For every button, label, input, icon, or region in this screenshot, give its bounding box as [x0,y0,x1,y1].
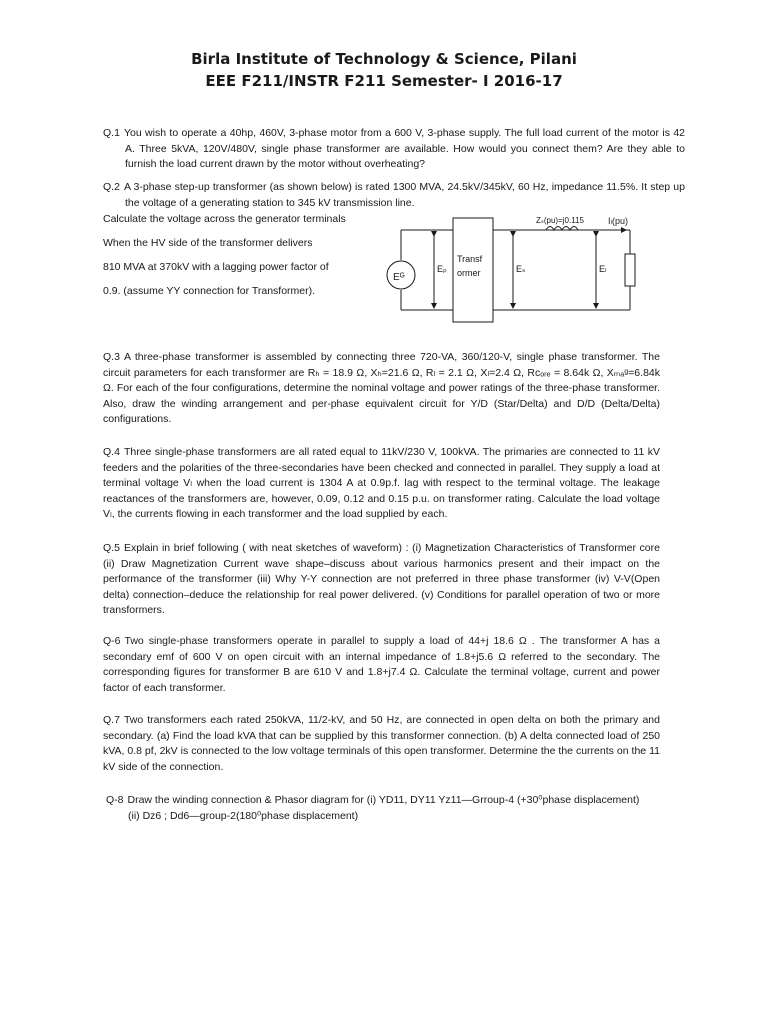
question-8-line1 [106,793,666,809]
question-1-text: You wish to operate a 40hp, 460V, 3-phase motor from a 600 V, 3-phase supply. The full load current of the motor is 42 A. Three 5kVA, 120V/480V, single phase transformer are available. How would you connect them? Are they able to furnish the load current drawn by the motor without overheating? [123,127,685,171]
impedance-label: Zₛ(pu)=j0.115 [536,216,584,225]
impedance-coil [546,227,578,231]
question-2-side-line: 810 MVA at 370kV with a lagging power factor of [103,261,329,273]
question-2-side-line: 0.9. (assume YY connection for Transformer). [103,285,316,297]
load-resistor [625,254,635,286]
question-3 [103,350,660,428]
question-6-text: Two single-phase transformers operate in parallel to supply a load of 44+j 18.6 Ω . The transformer A has a secondary emf of 600 V on open circuit with an internal impedance of 1.8+j5.6 Ω referred to the secondary. The corresponding figures for transformer B are 610 V and 1.8+j7.4 Ω. Calculate the terminal voltage, current and power factor of each transformer. [103,635,660,694]
question-5-number: Q.5 [103,542,120,554]
transformer-circuit-diagram [368,210,660,326]
header-course: EEE F211/INSTR F211 Semester- I 2016-17 [205,72,563,90]
header-institute: Birla Institute of Technology & Science, Pilani [191,50,577,68]
question-2-side-line: When the HV side of the transformer delivers [103,237,313,249]
question-4-number: Q.4 [103,446,120,458]
question-8-number: Q-8 [106,794,124,806]
question-6 [103,634,660,696]
question-2-number: Q.2 [103,181,120,193]
question-7 [103,713,660,775]
transformer-box-line2: ormer [457,268,481,278]
question-7-text: Two transformers each rated 250kVA, 11/2-kV, and 50 Hz, are connected in open delta on both the primary and secondary. (a) Find the load kVA that can be supplied by this transformer connection. (b) A delta connected load of 250 kVA, 0.8 pf, 2kV is connected to the low voltage terminals of this open transformer. Determine the the currents on the 11 kV side of the connection. [103,714,660,773]
question-6-number: Q-6 [103,635,121,647]
question-3-number: Q.3 [103,351,120,363]
question-8-text: Draw the winding connection & Phasor diagram for (i) YD11, DY11 Yz11—Grroup-4 (+30⁰phase displacement) [127,794,640,806]
question-3-text: A three-phase transformer is assembled by connecting three 720-VA, 360/120-V, single phase transformer. The circuit parameters for each transformer are Rₕ = 18.9 Ω, Xₕ=21.6 Ω, Rₗ = 2.1 Ω, Xₗ=2.4 Ω, Rᴄₒᵣₑ = 8.64k Ω, Xₘₐᵍ=6.84k Ω. For each of the four configurations, determine the nominal voltage and power ratings of the three-phase transformer. Also, draw the winding arrangement and per-phase equivalent circuit for Y/D (Star/Delta) and D/D (Delta/Delta) configurations. [103,351,660,426]
question-5 [103,541,660,619]
question-4 [103,445,660,523]
question-7-number: Q.7 [103,714,120,726]
es-label: Eₛ [516,264,526,274]
question-2 [103,180,685,211]
question-2-side-line: Calculate the voltage across the generator terminals [103,213,346,225]
question-2-side-text [103,213,346,309]
question-8-line2: (ii) Dz6 ; Dd6—group-2(180⁰phase displacement) [128,809,359,822]
current-label: Iₗ(pu) [608,216,628,226]
transformer-box-line1: Transf [457,254,483,264]
question-5-text: Explain in brief following ( with neat sketches of waveform) : (i) Magnetization Characteristics of Transformer core (ii) Draw Magnetization Current wave shape–discuss about various harmonics present and their impact on the performance of the transformer (iii) Why Y-Y connection are not preferred in three phase transformer (iv) V-V(Open delta) connection–deduce the relationship for real power delivered. (v) Conditions for parallel operation of two or more transformers. [103,542,660,617]
question-8 [106,793,666,824]
question-1-number: Q.1 [103,127,120,139]
el-label: Eₗ [599,264,607,274]
question-1 [103,126,685,173]
source-label: Eᴳ [393,272,405,283]
question-4-text: Three single-phase transformers are all rated equal to 11kV/230 V, 100kVA. The primaries are connected to 11 kV feeders and the polarities of the three-secondaries have been checked and connected in parallel. They supply a load at terminal voltage Vₗ when the load current is 1304 A at 0.9p.f. lag with respect to the terminal voltage. The leakage reactances of the transformers are, however, 0.09, 0.12 and 0.15 p.u. on transformer rating. Calculate the load voltage Vₗ, the currents flowing in each transformer and the load supplied by each. [103,446,660,521]
question-2-text: A 3-phase step-up transformer (as shown below) is rated 1300 MVA, 24.5kV/345kV, 60 Hz, impedance 11.5%. It step up the voltage of a generating station to 345 kV transmission line. [123,181,685,209]
ep-label: Eₚ [437,264,447,274]
